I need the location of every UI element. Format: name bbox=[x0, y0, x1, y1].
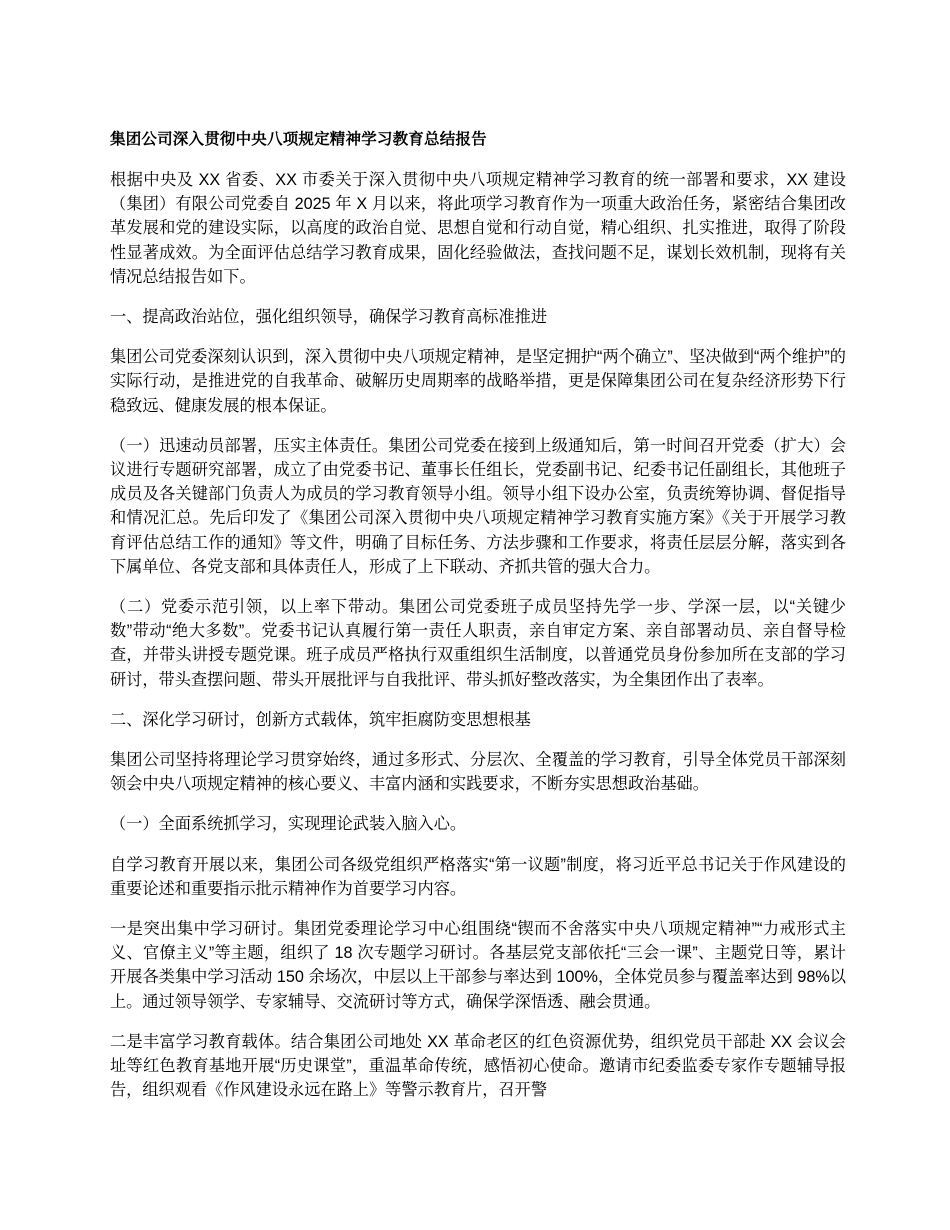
paragraph-section-2-sub-1: （一）全面系统抓学习，实现理论武装入脑入心。 bbox=[110, 815, 467, 834]
section-heading-2: 二、深化学习研讨，创新方式载体，筑牢拒腐防变思想根基 bbox=[110, 710, 531, 729]
paragraph-intro: 根据中央及 XX 省委、XX 市委关于深入贯彻中央八项规定精神学习教育的统一部署和要求，XX 建设（集团）有限公司党委自 2025 年 X 月以来，将此项学习教育作为一项重大政治任务，紧密结合集团改革发展和党的建设实际，以高度的政治自觉、思想自觉和行动自觉，精心组织、扎实推进，取得了阶段性显著成效。为全面评估总结学习教育成果，固化经验做法，查找问题不足，谋划长效机制，现将有关情况总结报告如下。 bbox=[110, 171, 846, 286]
paragraph-section-2-sub-1-lead: 自学习教育开展以来，集团公司各级党组织严格落实“第一议题”制度，将习近平总书记关于作风建设的重要论述和重要指示批示精神作为首要学习内容。 bbox=[110, 855, 846, 898]
paragraph-section-1-sub-1: （一）迅速动员部署，压实主体责任。集团公司党委在接到上级通知后，第一时间召开党委（扩大）会议进行专题研究部署，成立了由党委书记、董事长任组长，党委副书记、纪委书记任副组长，其他班子成员及各关键部门负责人为成员的学习教育领导小组。领导小组下设办公室，负责统筹协调、督促指导和情况汇总。先后印发了《集团公司深入贯彻中央八项规定精神学习教育实施方案》《关于开展学习教育评估总结工作的通知》等文件，明确了目标任务、方法步骤和工作要求，将责任层层分解，落实到各下属单位、各党支部和具体责任人，形成了上下联动、齐抓共管的强大合力。 bbox=[110, 436, 846, 576]
paragraph-section-1-lead: 集团公司党委深刻认识到，深入贯彻中央八项规定精神，是坚定拥护“两个确立”、坚决做到“两个维护”的实际行动，是推进党的自我革命、破解历史周期率的战略举措，更是保障集团公司在复杂经济形势下行稳致远、健康发展的根本保证。 bbox=[110, 348, 846, 415]
document-title: 集团公司深入贯彻中央八项规定精神学习教育总结报告 bbox=[110, 131, 487, 148]
paragraph-section-2-lead: 集团公司坚持将理论学习贯穿始终，通过多形式、分层次、全覆盖的学习教育，引导全体党员干部深刻领会中央八项规定精神的核心要义、丰富内涵和实践要求，不断夯实思想政治基础。 bbox=[110, 751, 846, 794]
section-heading-1: 一、提高政治站位，强化组织领导，确保学习教育高标准推进 bbox=[110, 308, 548, 327]
paragraph-section-2-item-1: 一是突出集中学习研讨。集团党委理论学习中心组围绕“锲而不舍落实中央八项规定精神”“力戒形式主义、官僚主义”等主题，组织了 18 次专题学习研讨。各基层党支部依托“三会一课”、主题党日等，累计开展各类集中学习活动 150 余场次，中层以上干部参与率达到 100%，全体党员参与覆盖率达到 98%以上。通过领导领学、专家辅导、交流研讨等方式，确保学深悟透、融会贯通。 bbox=[110, 920, 846, 1011]
paragraph-section-2-item-2: 二是丰富学习教育载体。结合集团公司地处 XX 革命老区的红色资源优势，组织党员干部赴 XX 会议会址等红色教育基地开展“历史课堂”，重温革命传统，感悟初心使命。邀请市纪委监委专家作专题辅导报告，组织观看《作风建设永远在路上》等警示教育片，召开警 bbox=[110, 1032, 846, 1100]
paragraph-section-1-sub-2: （二）党委示范引领，以上率下带动。集团公司党委班子成员坚持先学一步、学深一层，以“关键少数”带动“绝大多数”。党委书记认真履行第一责任人职责，亲自审定方案、亲自部署动员、亲自督导检查，并带头讲授专题党课。班子成员严格执行双重组织生活制度，以普通党员身份参加所在支部的学习研讨，带头查摆问题、带头开展批评与自我批评、带头抓好整改落实，为全集团作出了表率。 bbox=[110, 598, 846, 689]
